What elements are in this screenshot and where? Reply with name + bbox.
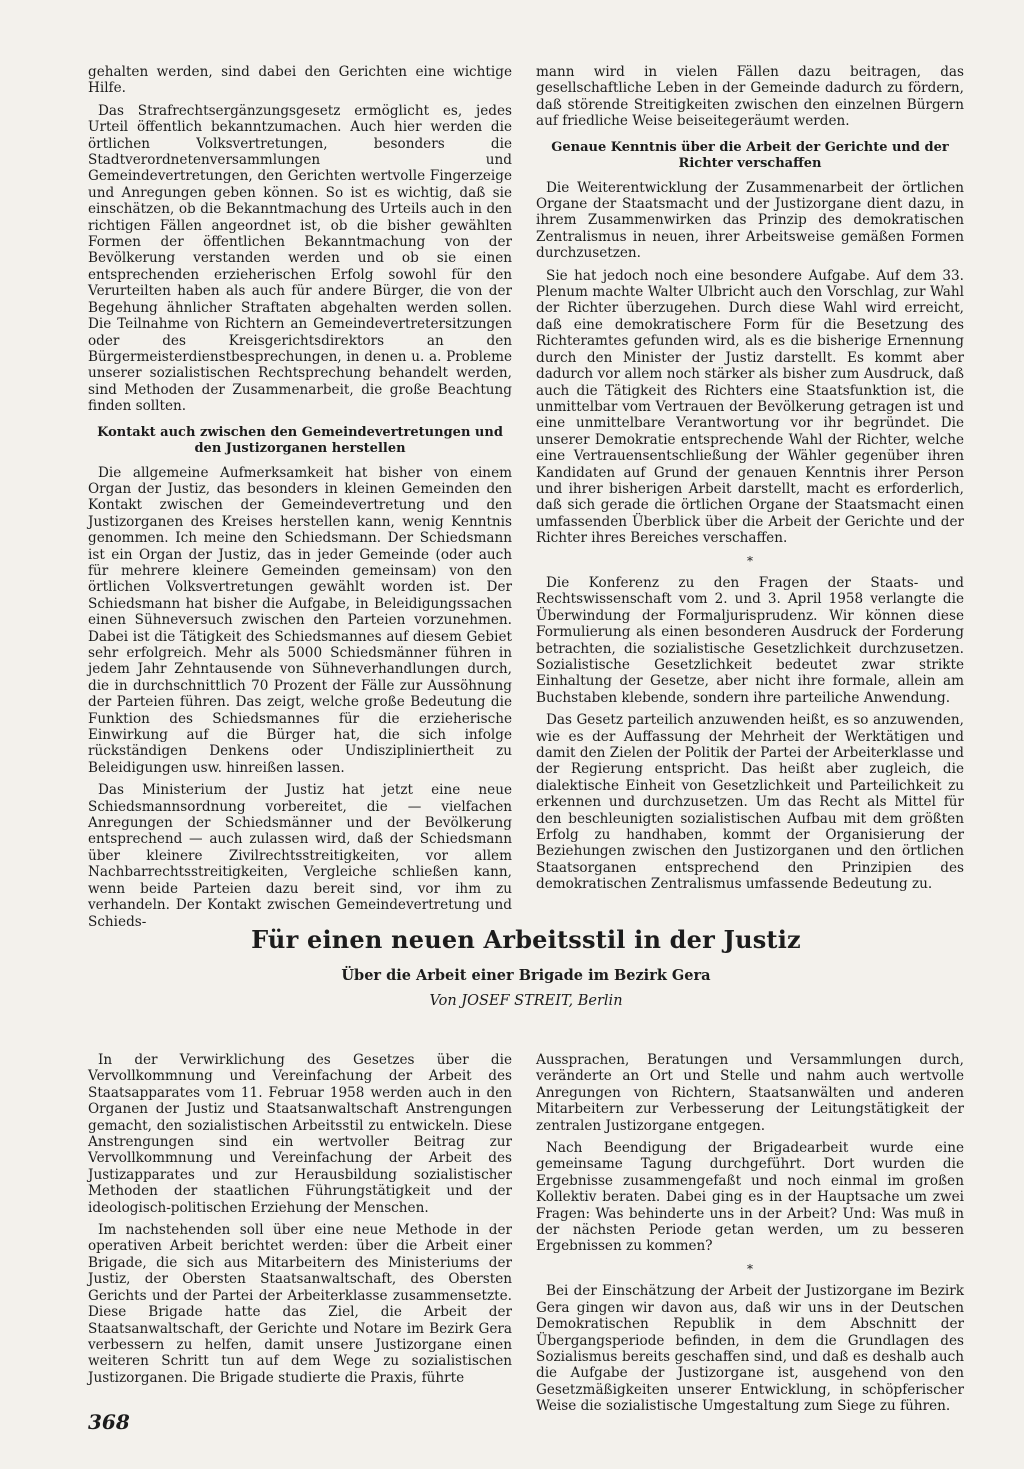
paragraph: Das Strafrechtsergänzungsgesetz ermöglicht es, jedes Urteil öffentlich bekanntzumachen. Auch hier werden die örtlichen Volksvertretungen, besonders die Stadtverordnetenversammlungen und Gemeindevertretungen, den Gerichten wertvolle Fingerzeige und Anregungen geben können. So ist es wichtig, daß sie einschätzen, ob die Bekanntmachung des Urteils auch in den richtigen Fällen angeordnet ist, ob die bisher gewählten Formen der öffentlichen Bekanntmachung von der Bevölkerung verstanden werden und ob sie einen entsprechenden erzieherischen Erfolg sowohl für den Verurteilten haben als auch für andere Bürger, die von der Begehung ähnlicher Straftaten abgehalten werden sollen. Die Teilnahme von Richtern an Gemeindevertretersitzungen oder des Kreisgerichtsdirektors an den Bürgermeisterdienstbesprechungen, in denen u. a. Probleme unserer sozialistischen Rechtsprechung behandelt werden, sind Methoden der Zusammenarbeit, die große Beachtung finden sollten. — [88, 102, 512, 415]
paragraph: Bei der Einschätzung der Arbeit der Justizorgane im Bezirk Gera gingen wir davon aus, daß wir uns in der Deutschen Demokratischen Republik in dem Abschnitt der Übergangsperiode befinden, in dem die Grundlagen des Sozialismus bereits geschaffen sind, und daß es deshalb auch die Aufgabe der Justizorgane ist, ausgehend von den Gesetzmäßigkeiten unserer Entwicklung, in schöpferischer Weise die sozialistische Umgestaltung zum Siege zu führen. — [536, 1283, 964, 1415]
page-number: 368 — [88, 1410, 130, 1434]
paragraph: Die Weiterentwicklung der Zusammenarbeit der örtlichen Organe der Staatsmacht und der Justizorgane dient dazu, in ihrem Zusammenwirken das Prinzip des demokratischen Zentralismus in neuen, ihrer Arbeitsweise gemäßen Formen durchzusetzen. — [536, 179, 964, 262]
paragraph: Das Ministerium der Justiz hat jetzt eine neue Schiedsmannsordnung vorbereitet, die — vielfachen Anregungen der Schiedsmänner und der Bevölkerung entsprechend — auch zulassen wird, daß der Schiedsmann über kleinere Zivilrechtsstreitigkeiten, vor allem Nachbarrechtsstreitigkeiten, Vergleiche schließen kann, wenn beide Parteien dazu bereit sind, vor ihm zu verhandeln. Der Kontakt zwischen Gemeindevertretung und Schieds- — [88, 782, 512, 930]
section-separator: * — [747, 553, 753, 568]
paragraph: In der Verwirklichung des Gesetzes über die Vervollkommnung und Vereinfachung der Arbeit des Staatsapparates vom 11. Februar 1958 werden auch in den Organen der Justiz und Staatsanwaltschaft Anstrengungen gemacht, den sozialistischen Arbeitsstil zu entwickeln. Diese Anstrengungen sind ein wertvoller Beitrag zur Vervollkommnung und Vereinfachung der Arbeit des Justizapparates und zur Herausbildung sozialistischer Methoden der staatlichen Führungstätigkeit und der ideologisch-politischen Erziehung der Menschen. — [88, 1052, 512, 1216]
paragraph: Nach Beendigung der Brigadearbeit wurde eine gemeinsame Tagung durchgeführt. Dort wurden die Ergebnisse zusammengefaßt und noch einmal im großen Kollektiv beraten. Dabei ging es in der Hauptsache um zwei Fragen: Was behinderte uns in der Arbeit? Und: Was muß in der nächsten Periode getan werden, um zu besseren Ergebnissen zu kommen? — [536, 1140, 964, 1255]
article-title: Für einen neuen Arbeitsstil in der Justiz — [251, 925, 801, 954]
paragraph: mann wird in vielen Fällen dazu beitragen, das gesellschaftliche Leben in der Gemeinde dadurch zu fördern, daß störende Streitigkeiten zwischen den einzelnen Bürgern auf friedliche Weise beiseitegeräumt werden. — [536, 64, 964, 130]
paragraph: Sie hat jedoch noch eine besondere Aufgabe. Auf dem 33. Plenum machte Walter Ulbricht auch den Vorschlag, zur Wahl der Richter überzugehen. Durch diese Wahl wird erreicht, daß eine demokratischere Form für die Besetzung des Richteramtes gefunden wird, als es die bisherige Ernennung durch den Minister der Justiz darstellt. Es kommt aber dadurch vor allem noch stärker als bisher zum Ausdruck, daß auch die Tätigkeit des Richters eine Staatsfunktion ist, die unmittelbar vom Vertrauen der Bevölkerung getragen ist und eine unmittelbare Verantwortung vor ihr begründet. Die unserer Demokratie entsprechende Wahl der Richter, welche eine Vertrauensentschließung der Wähler gegenüber ihren Kandidaten auf Grund der genauen Kenntnis ihrer Person und ihrer bisherigen Arbeit darstellt, macht es erforderlich, daß sich gerade die örtlichen Organe der Staatsmacht einen umfassenden Überblick über die Arbeit der Gerichte und der Richter ihres Bereiches verschaffen. — [536, 267, 964, 547]
section-separator: * — [747, 1261, 753, 1276]
top-left-column — [88, 64, 512, 936]
paragraph: Die Konferenz zu den Fragen der Staats- und Rechtswissenschaft vom 2. und 3. April 1958 verlangte die Überwindung der Formaljurisprudenz. Wir können diese Formulierung als einen besonderen Ausdruck der Forderung betrachten, die sozialistische Gesetzlichkeit durchzusetzen. Sozialistische Gesetzlichkeit bedeutet zwar strikte Einhaltung der Gesetze, aber nicht ihre formale, allein am Buchstaben klebende, sondern ihre parteiliche Anwendung. — [536, 574, 964, 706]
top-right-column — [536, 64, 964, 899]
section-heading: Genaue Kenntnis über die Arbeit der Gerichte und der Richter verschaffen — [551, 139, 949, 171]
paragraph: Die allgemeine Aufmerksamkeit hat bisher von einem Organ der Justiz, das besonders in kleinen Gemeinden den Kontakt zwischen der Gemeindevertretung und den Justizorganen des Kreises herstellen kann, wenig Kenntnis genommen. Ich meine den Schiedsmann. Der Schiedsmann ist ein Organ der Justiz, das in jeder Gemeinde (oder auch für mehrere kleinere Gemeinden gemeinsam) von den örtlichen Volksvertretungen gewählt worden ist. Der Schiedsmann hat bisher die Aufgabe, in Beleidigungssachen einen Sühneversuch zwischen den Parteien vorzunehmen. Dabei ist die Tätigkeit des Schiedsmannes auf diesem Gebiet sehr erfolgreich. Mehr als 5000 Schiedsmänner führen in jedem Jahr Zehntausende von Sühneverhandlungen durch, die in durchschnittlich 70 Prozent der Fälle zur Aussöhnung der Parteien führen. Das zeigt, welche große Bedeutung die Funktion des Schiedsmannes für die erzieherische Einwirkung auf die Bürger hat, die sich infolge rückständigen Denkens oder Undiszipliniertheit zu Beleidigungen usw. hinreißen lassen. — [88, 464, 512, 776]
paragraph: Aussprachen, Beratungen und Versammlungen durch, veränderte an Ort und Stelle und nahm auch wertvolle Anregungen von Richtern, Staatsanwälten und anderen Mitarbeitern zur Verbesserung der Leitungstätigkeit der zentralen Justizorgane entgegen. — [536, 1052, 964, 1134]
section-heading: Kontakt auch zwischen den Gemeindevertretungen und den Justizorganen herstellen — [97, 424, 503, 456]
bottom-left-column — [88, 1052, 512, 1392]
paragraph: Das Gesetz parteilich anzuwenden heißt, es so anzuwenden, wie es der Auffassung der Mehrheit der Werktätigen und damit den Zielen der Politik der Partei der Arbeiterklasse und der Regierung entspricht. Das heißt aber zugleich, die dialektische Einheit von Gesetzlichkeit und Parteilichkeit zu erkennen und durchzusetzen. Um das Recht als Mittel für den beschleunigten sozialistischen Aufbau mit dem größten Erfolg zu handhaben, kommt der Organisierung der Beziehungen zwischen den Justizorganen und den örtlichen Staatsorganen entsprechend den Prinzipien des demokratischen Zentralismus umfassende Bedeutung zu. — [536, 712, 964, 893]
article-byline: Von JOSEF STREIT, Berlin — [429, 993, 623, 1009]
paragraph: Im nachstehenden soll über eine neue Methode in der operativen Arbeit berichtet werden: über die Arbeit einer Brigade, die sich aus Mitarbeitern des Ministeriums der Justiz, der Obersten Staatsanwaltschaft, des Obersten Gerichts und der Partei der Arbeiterklasse zusammensetzte. Diese Brigade hatte das Ziel, die Arbeit der Staatsanwaltschaft, der Gerichte und Notare im Bezirk Gera verbessern zu helfen, damit unsere Justizorgane einen weiteren Schritt tun auf dem Wege zu sozialistischen Justizorganen. Die Brigade studierte die Praxis, führte — [88, 1222, 512, 1386]
bottom-right-column — [536, 1052, 964, 1421]
article-subtitle: Über die Arbeit einer Brigade im Bezirk Gera — [341, 967, 711, 984]
paragraph: gehalten werden, sind dabei den Gerichten eine wichtige Hilfe. — [88, 64, 512, 97]
